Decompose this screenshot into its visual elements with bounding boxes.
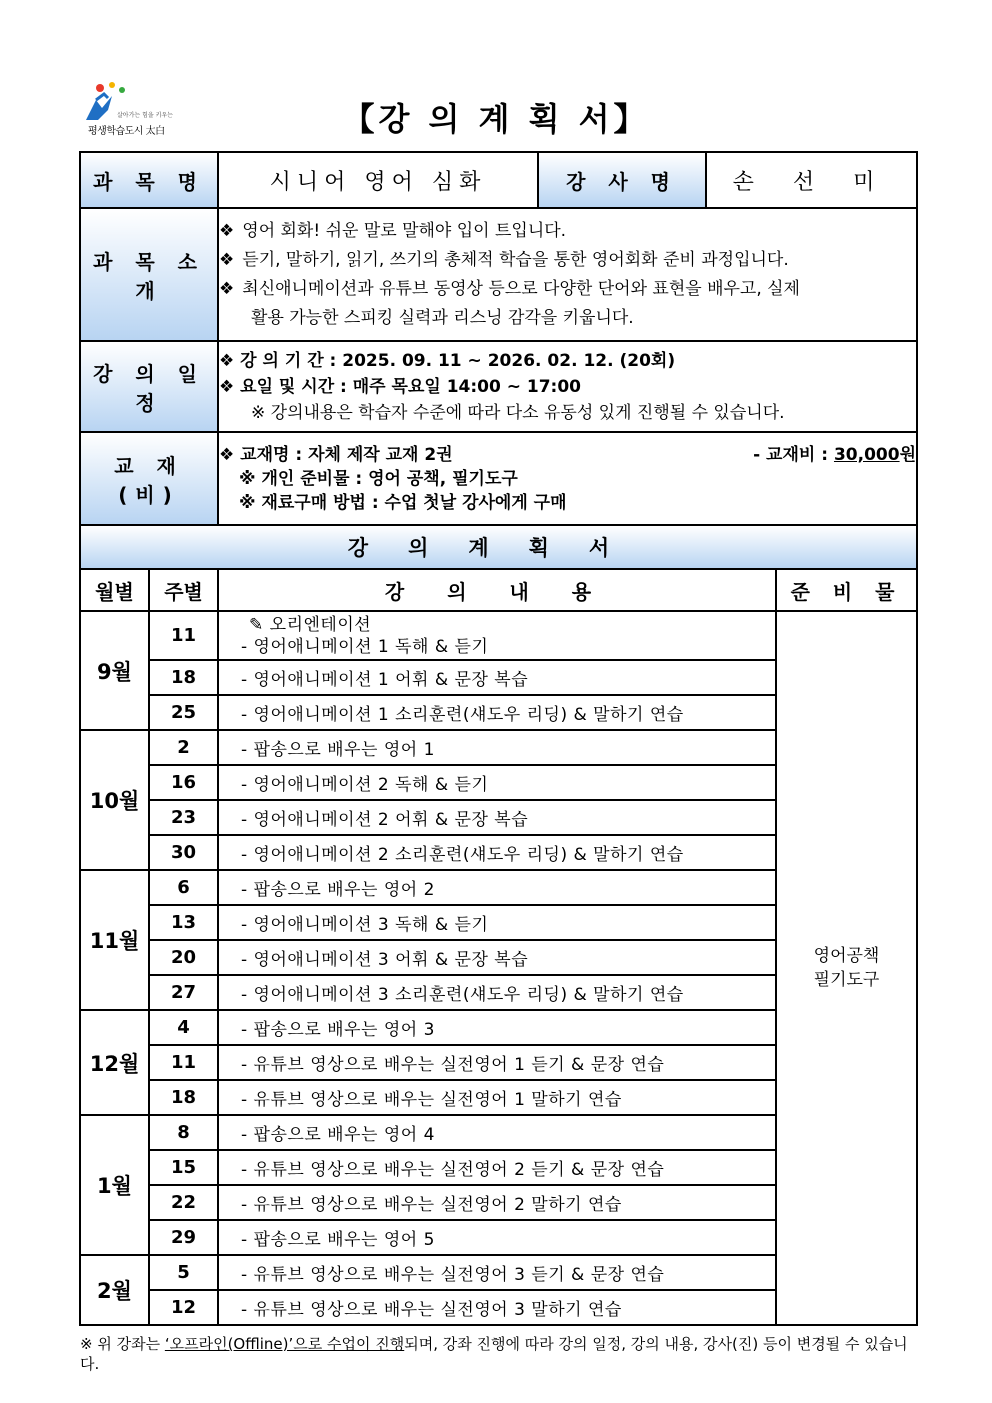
- month-cell: 11월: [80, 870, 149, 1010]
- personal-supplies: ※ 개인 준비물 : 영어 공책, 필기도구: [239, 468, 518, 489]
- table-row: [80, 611, 917, 660]
- week-cell: 11: [149, 1045, 218, 1080]
- content-cell: - 유튜브 영상으로 배우는 실전영어 3 듣기 & 문장 연습: [218, 1255, 776, 1290]
- content-cell: - 유튜브 영상으로 배우는 실전영어 1 말하기 연습: [218, 1080, 776, 1115]
- week-cell: 12: [149, 1290, 218, 1325]
- week-cell: 23: [149, 800, 218, 835]
- content-cell: - 팝송으로 배우는 영어 1: [218, 730, 776, 765]
- materials-label: 교 재 (비): [80, 432, 218, 525]
- content-cell: - 영어애니메이션 3 독해 & 듣기: [218, 905, 776, 940]
- week-cell: 18: [149, 1080, 218, 1115]
- lecture-plan-table: [79, 151, 918, 1326]
- schedule-row: [80, 341, 917, 432]
- week-cell: 20: [149, 940, 218, 975]
- col-prep: 준 비 물: [776, 569, 917, 611]
- intro-row: [80, 208, 917, 341]
- week-cell: 22: [149, 1185, 218, 1220]
- month-cell: 10월: [80, 730, 149, 870]
- course-info-row: [80, 152, 917, 208]
- plan-column-header: [80, 569, 917, 611]
- week-cell: 4: [149, 1010, 218, 1045]
- month-cell: 12월: [80, 1010, 149, 1115]
- schedule-note: ※ 강의내용은 학습자 수준에 따라 다소 유동성 있게 진행될 수 있습니다.: [251, 402, 785, 423]
- intro-bullet: ❖ 영어 회화! 쉬운 말로 말해야 입이 트입니다.: [219, 220, 567, 241]
- logo-subtitle: 살아가는 힘을 키우는: [117, 112, 173, 119]
- footnote-emphasis: ‘오프라인(Offline)’으로 수업이 진행: [164, 1335, 405, 1353]
- intro-content: [218, 208, 917, 341]
- week-cell: 6: [149, 870, 218, 905]
- week-cell: 18: [149, 660, 218, 695]
- content-cell: - 영어애니메이션 2 소리훈련(섀도우 리딩) & 말하기 연습: [218, 835, 776, 870]
- materials-row: [80, 432, 917, 525]
- week-cell: 15: [149, 1150, 218, 1185]
- week-cell: 11: [149, 611, 218, 660]
- schedule-time: ❖ 요일 및 시간 : 매주 목요일 14:00 ~ 17:00: [219, 376, 582, 397]
- textbook-fee: - 교재비 : 30,000원: [753, 444, 917, 465]
- textbook-name: ❖ 교재명 : 자체 제작 교재 2권: [219, 444, 453, 465]
- week-cell: 30: [149, 835, 218, 870]
- footnote: ※ 위 강좌는 ‘오프라인(Offline)’으로 수업이 진행되며, 강좌 진행에 따라 강의 일정, 강의 내용, 강사(진) 등이 변경될 수 있습니다.: [80, 1335, 908, 1373]
- content-cell: - 영어애니메이션 3 어휘 & 문장 복습: [218, 940, 776, 975]
- week-cell: 16: [149, 765, 218, 800]
- fee-value: 30,000: [833, 444, 900, 465]
- month-cell: 9월: [80, 611, 149, 730]
- prep-cell: 영어공책 필기도구: [776, 611, 917, 1325]
- month-cell: 2월: [80, 1255, 149, 1325]
- week-cell: 13: [149, 905, 218, 940]
- week-cell: 8: [149, 1115, 218, 1150]
- content-cell: - 팝송으로 배우는 영어 5: [218, 1220, 776, 1255]
- schedule-period: ❖ 강 의 기 간 : 2025. 09. 11 ~ 2026. 02. 12. (20회): [219, 350, 676, 371]
- page-title: 【강 의 계 획 서】: [342, 100, 650, 138]
- lecturer-label: 강 사 명: [538, 152, 706, 208]
- month-cell: 1월: [80, 1115, 149, 1255]
- week-cell: 2: [149, 730, 218, 765]
- lecturer-value: 손 선 미: [706, 152, 917, 208]
- intro-bullet: ❖ 듣기, 말하기, 읽기, 쓰기의 총체적 학습을 통한 영어회화 준비 과정입니다.: [219, 249, 789, 270]
- plan-section-row: [80, 525, 917, 569]
- materials-content: [218, 432, 917, 525]
- week-cell: 27: [149, 975, 218, 1010]
- intro-bullet: ❖ 최신애니메이션과 유튜브 동영상 등으로 다양한 단어와 표현을 배우고, 실제: [219, 278, 800, 299]
- content-cell: - 영어애니메이션 2 어휘 & 문장 복습: [218, 800, 776, 835]
- schedule-content: [218, 341, 917, 432]
- content-cell: - 유튜브 영상으로 배우는 실전영어 2 듣기 & 문장 연습: [218, 1150, 776, 1185]
- col-content: 강 의 내 용: [218, 569, 776, 611]
- content-cell: - 유튜브 영상으로 배우는 실전영어 3 말하기 연습: [218, 1290, 776, 1325]
- content-cell: - 팝송으로 배우는 영어 4: [218, 1115, 776, 1150]
- content-cell: - 유튜브 영상으로 배우는 실전영어 2 말하기 연습: [218, 1185, 776, 1220]
- schedule-label: 강 의 일 정: [80, 341, 218, 432]
- col-week: 주별: [149, 569, 218, 611]
- content-cell: - 유튜브 영상으로 배우는 실전영어 1 듣기 & 문장 연습: [218, 1045, 776, 1080]
- content-cell: - 영어애니메이션 3 소리훈련(섀도우 리딩) & 말하기 연습: [218, 975, 776, 1010]
- subject-label: 과 목 명: [80, 152, 218, 208]
- intro-bullet-continued: 활용 가능한 스피킹 실력과 리스닝 감각을 키웁니다.: [251, 307, 634, 328]
- content-cell: - 팝송으로 배우는 영어 3: [218, 1010, 776, 1045]
- subject-value: 시니어 영어 심화: [218, 152, 538, 208]
- intro-label: 과 목 소 개: [80, 208, 218, 341]
- logo-text: 평생학습도시 太白: [88, 126, 165, 137]
- content-cell: - 영어애니메이션 1 소리훈련(섀도우 리딩) & 말하기 연습: [218, 695, 776, 730]
- week-cell: 29: [149, 1220, 218, 1255]
- content-cell: - 팝송으로 배우는 영어 2: [218, 870, 776, 905]
- content-cell: - 영어애니메이션 1 어휘 & 문장 복습: [218, 660, 776, 695]
- col-month: 월별: [80, 569, 149, 611]
- purchase-method: ※ 재료구매 방법 : 수업 첫날 강사에게 구매: [239, 492, 567, 513]
- week-cell: 25: [149, 695, 218, 730]
- plan-section-title: 강의계획서: [80, 525, 917, 569]
- content-cell: ✎ 오리엔테이션 - 영어애니메이션 1 독해 & 듣기: [218, 611, 776, 660]
- week-cell: 5: [149, 1255, 218, 1290]
- content-cell: - 영어애니메이션 2 독해 & 듣기: [218, 765, 776, 800]
